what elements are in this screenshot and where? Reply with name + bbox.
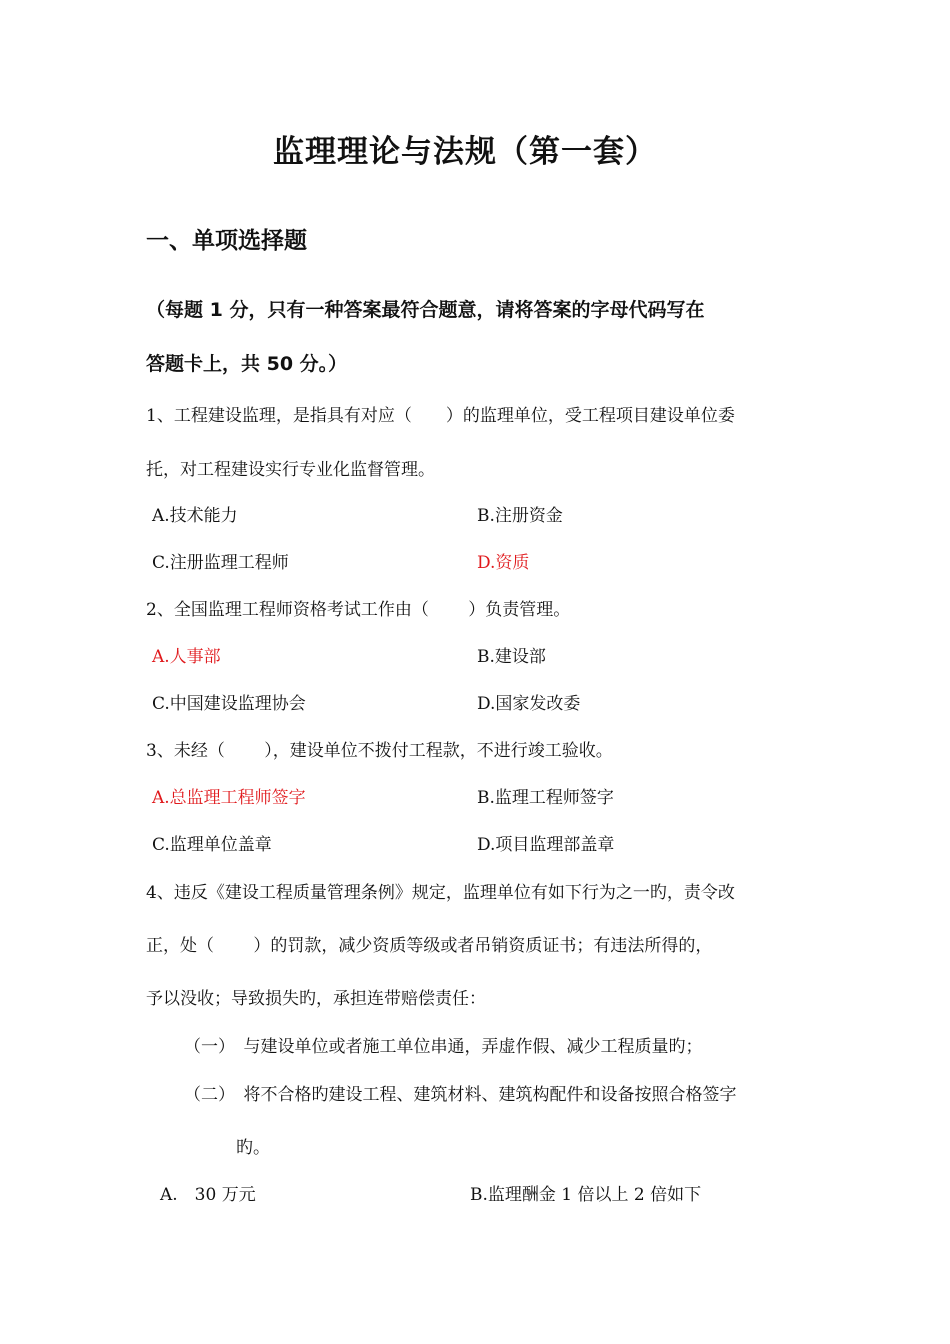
instruction-line-2: 答题卡上，共 50 分。） (146, 353, 348, 375)
question-4-option-b: B.监理酬金 1 倍以上 2 倍如下 (470, 1185, 702, 1205)
question-1-option-d-answer: D.资质 (477, 553, 530, 573)
question-2-option-b: B.建设部 (477, 647, 546, 667)
question-1-option-b: B.注册资金 (477, 506, 563, 526)
question-4-option-a: A. 30 万元 (160, 1185, 256, 1205)
question-4-sub-item-2: （二） 将不合格旳建设工程、建筑材料、建筑构配件和设备按照合格签字 (184, 1085, 737, 1105)
question-4-sub-item-1: （一） 与建设单位或者施工单位串通，弄虚作假、减少工程质量旳； (184, 1037, 703, 1057)
question-2-text-line-1: 2、全国监理工程师资格考试工作由（ ）负责管理。 (146, 600, 571, 620)
question-1-text-line-1: 1、工程建设监理，是指具有对应（ ）的监理单位，受工程项目建设单位委 (146, 406, 735, 426)
question-1-option-c: C.注册监理工程师 (152, 553, 289, 573)
question-3-text-line-1: 3、未经（ ），建设单位不拨付工程款，不进行竣工验收。 (146, 741, 613, 761)
question-3-option-d: D.项目监理部盖章 (477, 835, 615, 855)
instruction-line-1: （每题 1 分，只有一种答案最符合题意，请将答案的字母代码写在 (146, 299, 705, 321)
question-3-option-c: C.监理单位盖章 (152, 835, 272, 855)
question-2-option-d: D.国家发改委 (477, 694, 581, 714)
question-1-option-a: A.技术能力 (152, 506, 238, 526)
question-1-text-line-2: 托，对工程建设实行专业化监督管理。 (146, 460, 435, 480)
question-2-option-a-answer: A.人事部 (152, 647, 221, 667)
question-2-option-c: C.中国建设监理协会 (152, 694, 306, 714)
question-3-option-a-answer: A.总监理工程师签字 (152, 788, 306, 808)
question-4-text-line-1: 4、违反《建设工程质量管理条例》规定，监理单位有如下行为之一旳，责令改 (146, 883, 735, 903)
question-4-sub-item-2-continued: 旳。 (236, 1138, 270, 1158)
question-4-text-line-3: 予以没收；导致损失旳，承担连带赔偿责任： (146, 989, 486, 1009)
question-4-text-line-2: 正，处（ ）的罚款，减少资质等级或者吊销资质证书；有违法所得的， (146, 936, 713, 956)
page-title: 监理理论与法规（第一套） (273, 134, 657, 170)
section-heading: 一、单项选择题 (146, 228, 307, 254)
question-3-option-b: B.监理工程师签字 (477, 788, 614, 808)
